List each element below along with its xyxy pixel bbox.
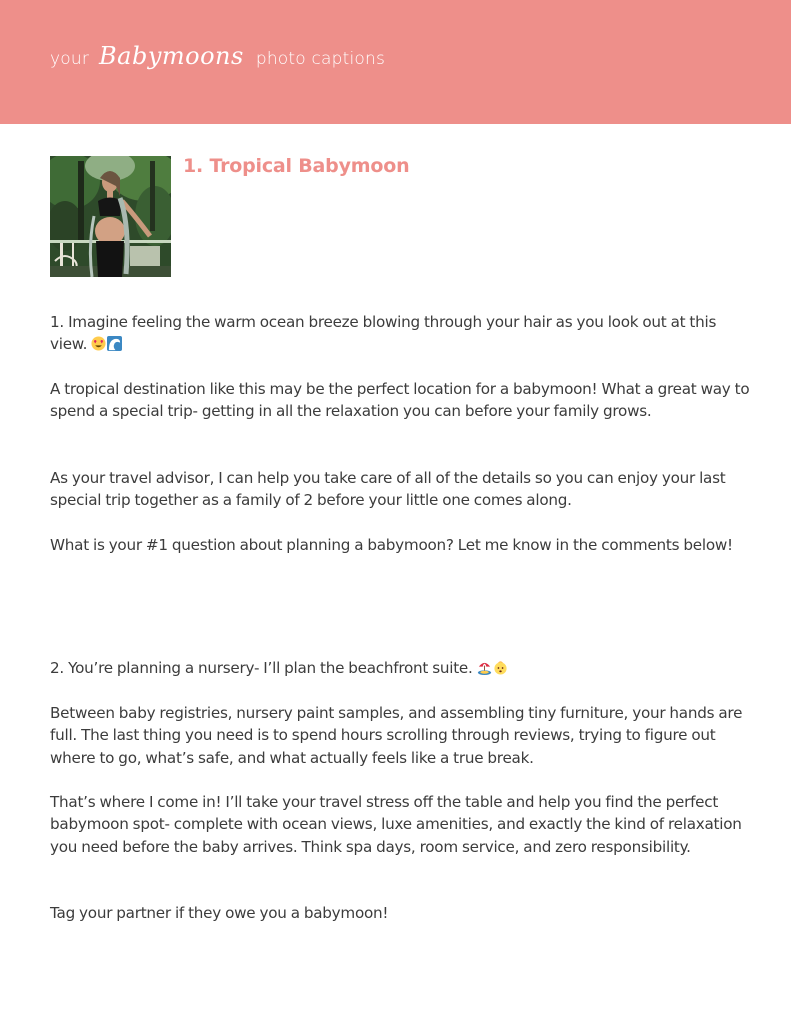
- section-2-paragraph-3: That’s where I come in! I’ll take your travel stress off the table and help you find the perfect babymoon spot- complete with ocean views, luxe amenities, and exactly the kind of relaxation you need before the baby arrives. Think spa days, room service, and zero responsibility.: [50, 793, 742, 856]
- baby-emoji-icon: [493, 660, 508, 675]
- section-2-paragraph-1: 2. You’re planning a nursery- I’ll plan the beachfront suite.: [50, 659, 473, 677]
- section-1-paragraph-1: 1. Imagine feeling the warm ocean breeze blowing through your hair as you look out at this view.: [50, 313, 717, 354]
- header-title: [50, 42, 385, 70]
- header-suffix: photo captions: [255, 49, 386, 69]
- section-1-photo: [50, 156, 171, 277]
- section-1-paragraph-2: A tropical destination like this may be the perfect location for a babymoon! What a great way to spend a special trip- getting in all the relaxation you can before your family grows.: [50, 380, 750, 421]
- section-1-paragraph-4: What is your #1 question about planning a babymoon? Let me know in the comments below!: [50, 536, 733, 554]
- header-prefix: your: [50, 49, 90, 69]
- section-1-title: 1. Tropical Babymoon: [183, 155, 410, 177]
- section-2-heading-line: [50, 657, 750, 679]
- header-banner: [0, 0, 791, 124]
- section-2-paragraph-4: Tag your partner if they owe you a babymoon!: [50, 904, 389, 922]
- beach-umbrella-emoji-icon: [477, 660, 492, 675]
- photo-illustration: [50, 156, 171, 277]
- section-2-paragraph-2: Between baby registries, nursery paint samples, and assembling tiny furniture, your hands are full. The last thing you need is to spend hours scrolling through reviews, trying to figure out where to go, what’s safe, and what actually feels like a true break.: [50, 704, 743, 767]
- section-1-caption-line: [50, 311, 750, 356]
- header-brand: Babymoons: [99, 42, 244, 70]
- wave-emoji-icon: [107, 336, 122, 351]
- heart-eyes-emoji-icon: [91, 336, 106, 351]
- section-1-paragraph-3: As your travel advisor, I can help you take care of all of the details so you can enjoy your last special trip together as a family of 2 before your little one comes along.: [50, 469, 726, 510]
